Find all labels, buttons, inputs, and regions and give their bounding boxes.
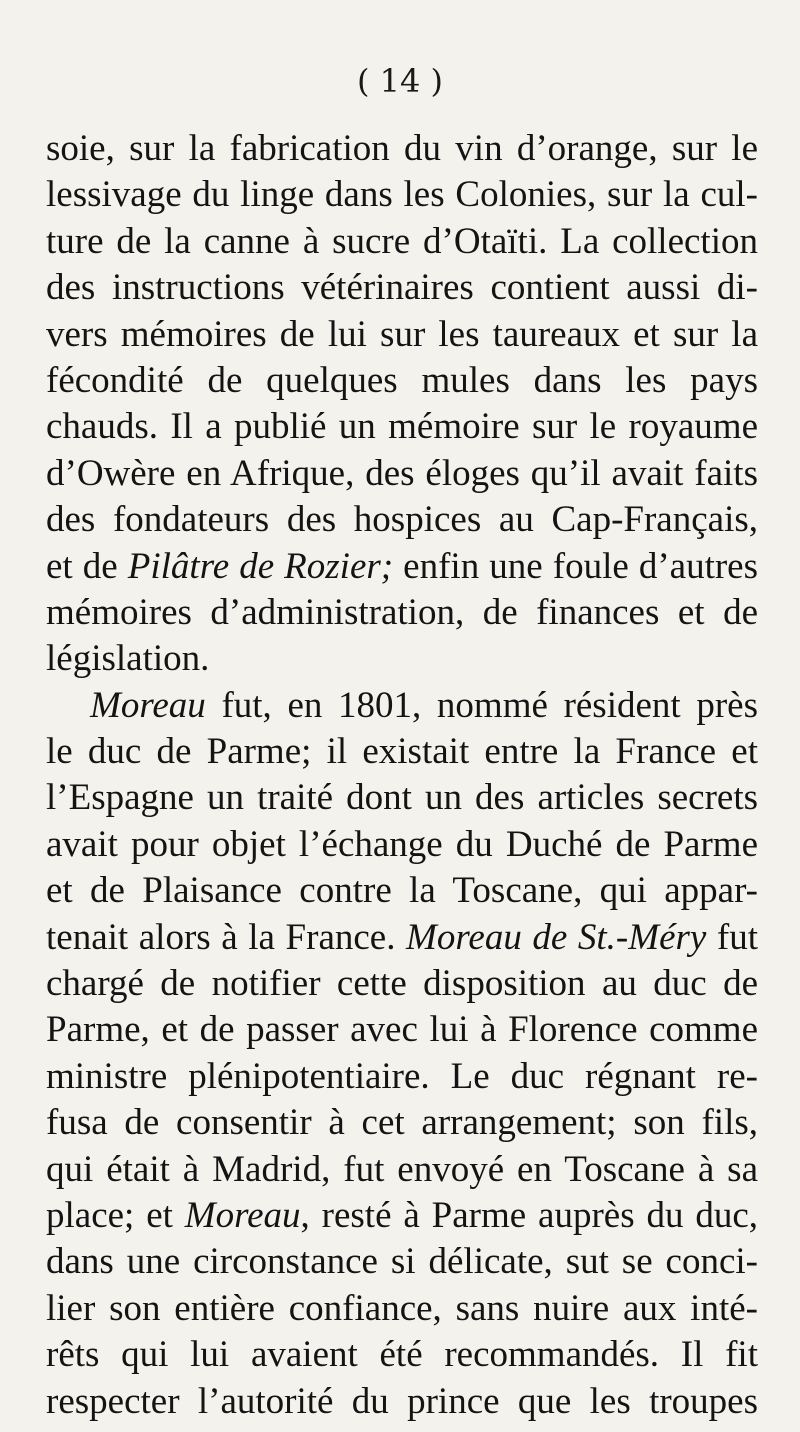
text-line: vers mémoires de lui sur les taureaux et sur la bbox=[46, 313, 758, 355]
text-line: respecter l’autorité du prince que les troupes bbox=[46, 1380, 758, 1422]
italic-name: Moreau de St.-Méry bbox=[406, 916, 707, 958]
text-line: avait pour objet l’échange du Duché de Parme bbox=[46, 823, 758, 865]
text-line: des fondateurs des hospices au Cap-Français, bbox=[46, 499, 758, 541]
italic-name: Moreau bbox=[90, 684, 206, 726]
text-line: lessivage du linge dans les Colonies, sur la cul- bbox=[46, 174, 758, 216]
text-line: chauds. Il a publié un mémoire sur le royaume bbox=[46, 406, 758, 448]
text-line: place; et Moreau, resté à Parme auprès du duc, bbox=[46, 1194, 758, 1236]
paragraph-end-line: législation. bbox=[46, 638, 210, 680]
text-line: ture de la canne à sucre d’Otaïti. La collection bbox=[46, 220, 758, 262]
text-line: l’Espagne un traité dont un des articles secrets bbox=[46, 777, 758, 819]
text-line: rêts qui lui avaient été recommandés. Il fit bbox=[46, 1334, 758, 1376]
body-text bbox=[46, 126, 758, 1425]
text-line: soie, sur la fabrication du vin d’orange, sur le bbox=[46, 128, 758, 169]
text-line: le duc de Parme; il existait entre la France et bbox=[46, 731, 758, 773]
text-line: lier son entière confiance, sans nuire aux inté- bbox=[46, 1287, 758, 1329]
text-line: et de Plaisance contre la Toscane, qui appar- bbox=[46, 870, 758, 912]
text-line: dans une circonstance si délicate, sut se conci- bbox=[46, 1241, 758, 1283]
text-line: d’Owère en Afrique, des éloges qu’il avait faits bbox=[46, 452, 758, 494]
italic-name: Moreau bbox=[184, 1194, 301, 1236]
text-line: fécondité de quelques mules dans les pays bbox=[46, 359, 758, 401]
text-line: et de Pilâtre de Rozier; enfin une foule d’autres bbox=[46, 545, 758, 587]
paragraph-start-line: Moreau fut, en 1801, nommé résident près bbox=[90, 684, 758, 726]
text-line: qui était à Madrid, fut envoyé en Toscane à sa bbox=[46, 1148, 758, 1190]
text-line: des instructions vétérinaires contient aussi di- bbox=[46, 267, 758, 309]
text-line: chargé de notifier cette disposition au duc de bbox=[46, 963, 758, 1005]
text-line: ministre plénipotentiaire. Le duc régnant re- bbox=[46, 1055, 758, 1097]
text-line: fusa de consentir à cet arrangement; son fils, bbox=[46, 1102, 758, 1144]
italic-name: Pilâtre de Rozier; bbox=[127, 545, 394, 587]
page-number: ( 14 ) bbox=[356, 62, 444, 100]
text-line: mémoires d’administration, de finances et de bbox=[46, 591, 758, 633]
text-line: tenait alors à la France. Moreau de St.-Méry fut bbox=[46, 916, 758, 958]
text-line: Parme, et de passer avec lui à Florence comme bbox=[46, 1009, 758, 1051]
